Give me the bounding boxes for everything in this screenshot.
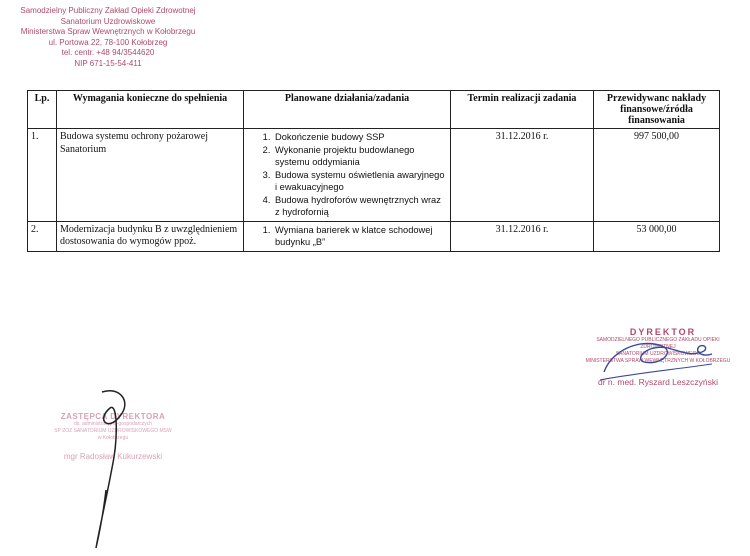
task-plan-table [27,90,720,252]
actions-list [247,131,447,219]
director-stamp-line: MINISTERSTWA SPRAW WEWNĘTRZNYCH W KOŁOBRZEGU [585,358,731,364]
list-item: 4. Budowa hydroforów wewnętrznych wraz z hydrofornią [273,194,447,219]
deputy-stamp-line: w Kołobrzegu [97,435,129,441]
deputy-stamp-line: SP ZOZ SANATORIUM UZDROWISKOWEGO MSW [54,428,172,434]
table-row [28,221,720,251]
actions-list [247,224,447,249]
header-lp: Lp. [28,91,57,129]
row-actions [244,129,451,222]
institution-header-stamp [8,6,208,70]
stamp-line: Sanatorium Uzdrowiskowe [60,16,156,26]
director-stamp [548,327,738,387]
stamp-line: Ministerstwa Spraw Wewnętrznych w Kołobrzegu [20,27,196,37]
table-header-row [28,91,720,129]
director-name: dr n. med. Ryszard Leszczyński [598,377,718,387]
row-actions [244,221,451,251]
stamp-line: tel. centr. +48 94/3544620 [61,48,155,58]
row-lp: 2. [28,221,57,251]
deputy-stamp-line: ds. administracyjno-gospodarczych [73,421,153,427]
header-deadline: Termin realizacji zadania [451,91,594,129]
list-item: 1. Wymiana barierek w klatce schodowej budynku „B” [273,224,447,249]
list-item: 1. Dokończenie budowy SSP [273,131,447,144]
stamp-line: NIP 671-15-54-411 [74,58,142,68]
stamp-line: Samodzielny Publiczny Zakład Opieki Zdrowotnej [20,6,196,15]
row-deadline: 31.12.2016 r. [451,221,594,251]
row-deadline: 31.12.2016 r. [451,129,594,222]
row-lp: 1. [28,129,57,222]
director-stamp-line: SANATORIUM UZDROWISKOWEGO [615,351,701,357]
header-actions: Planowane działania/zadania [244,91,451,129]
list-item: 2. Wykonanie projektu budowlanego systemu oddymiania [273,144,447,169]
deputy-stamp-title: ZASTĘPCA DYREKTORA [60,412,166,421]
director-stamp-line: SAMODZIELNEGO PUBLICZNEGO ZAKŁADU OPIEKI ZDROWOTNEJ [596,337,720,350]
list-item: 3. Budowa systemu oświetlenia awaryjnego i ewakuacyjnego [273,169,447,194]
stamp-line: ul. Portowa 22, 78-100 Kołobrzeg [48,37,168,47]
header-requirements: Wymagania konieczne do spełnienia [57,91,244,129]
deputy-director-stamp [38,412,188,461]
table-row [28,129,720,222]
row-cost: 53 000,00 [594,221,720,251]
director-stamp-title: DYREKTOR [629,327,697,337]
row-requirement: Modernizacja budynku B z uwzględnieniem dostosowania do wymogów ppoż. [57,221,244,251]
row-cost: 997 500,00 [594,129,720,222]
header-costs: Przewidywanc nakłady finansowe/źródła finansowania [594,91,720,129]
row-requirement: Budowa systemu ochrony pożarowej Sanatorium [57,129,244,222]
deputy-name: mgr Radosław Kukurzewski [63,452,163,461]
